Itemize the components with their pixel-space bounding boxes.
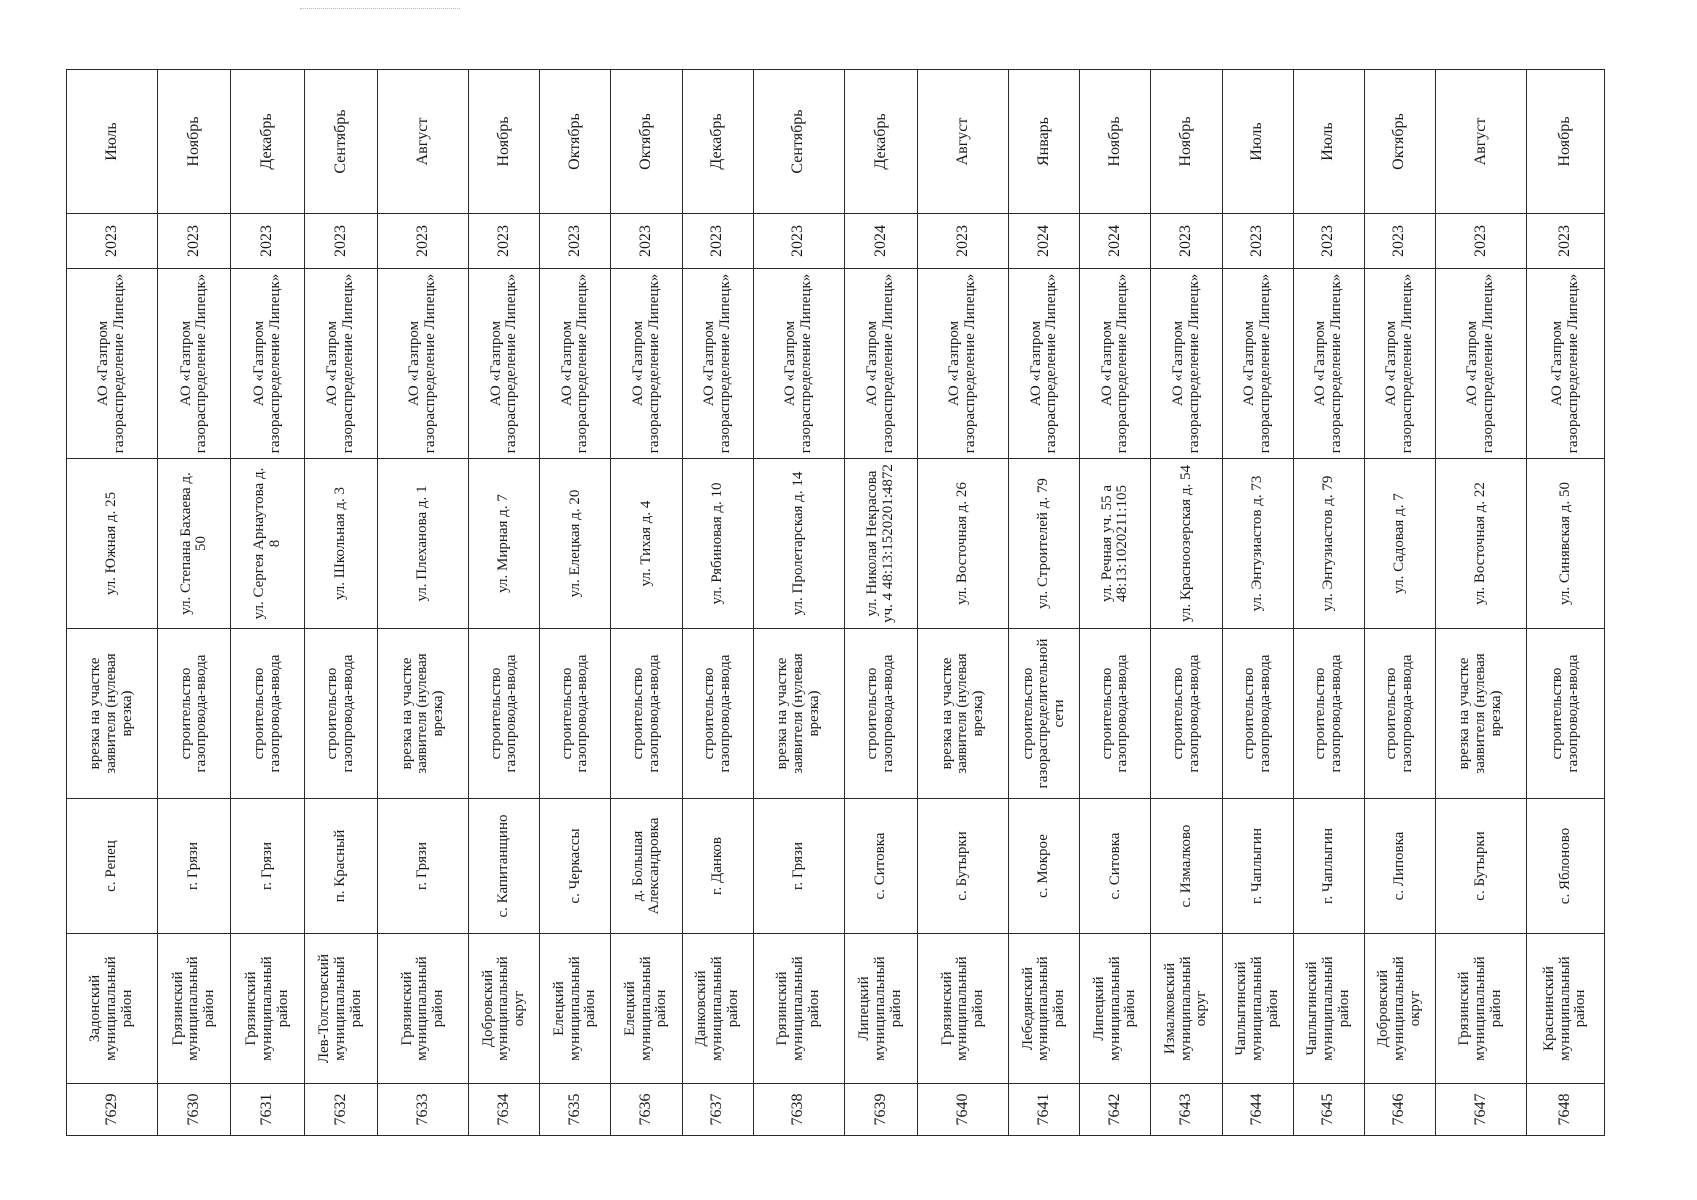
work-type-cell: строительство газопровода-ввода xyxy=(1527,629,1605,799)
month-cell: Июль xyxy=(1293,70,1364,214)
row-number-cell: 7637 xyxy=(682,1084,753,1136)
organization-cell: АО «Газпром газораспределение Липецк» xyxy=(753,269,844,459)
table-row xyxy=(1080,70,1151,1136)
table-row xyxy=(67,70,158,1136)
month-cell: Ноябрь xyxy=(469,70,540,214)
work-type-cell: строительство газопровода-ввода xyxy=(231,629,304,799)
district-cell: Елецкий муниципальный район xyxy=(540,934,611,1084)
locality-cell: с. Ситовка xyxy=(1080,799,1151,934)
address-cell: ул. Красноозерская д. 54 xyxy=(1151,459,1222,629)
work-type-cell: строительство газопровода-ввода xyxy=(844,629,917,799)
row-number-cell: 7639 xyxy=(844,1084,917,1136)
row-number-cell: 7645 xyxy=(1293,1084,1364,1136)
month-cell: Ноябрь xyxy=(1527,70,1605,214)
row-number-cell: 7633 xyxy=(378,1084,469,1136)
address-cell: ул. Садовая д. 7 xyxy=(1364,459,1435,629)
address-cell: ул. Плеханова д. 1 xyxy=(378,459,469,629)
table-row xyxy=(1435,70,1526,1136)
district-cell: Добровский муниципальный округ xyxy=(469,934,540,1084)
district-cell: Чаплыгинский муниципальный район xyxy=(1222,934,1293,1084)
row-number-cell: 7629 xyxy=(67,1084,158,1136)
month-cell: Август xyxy=(378,70,469,214)
work-type-cell: строительство газопровода-ввода xyxy=(540,629,611,799)
month-cell: Ноябрь xyxy=(1080,70,1151,214)
district-cell: Елецкий муниципальный район xyxy=(611,934,682,1084)
rotated-table-wrapper xyxy=(66,70,1605,1136)
table-row xyxy=(304,70,377,1136)
year-cell: 2023 xyxy=(378,214,469,269)
work-type-cell: врезка на участке заявителя (нулевая врезка) xyxy=(918,629,1009,799)
table-row xyxy=(540,70,611,1136)
row-number-cell: 7636 xyxy=(611,1084,682,1136)
work-type-cell: строительство газопровода-ввода xyxy=(1293,629,1364,799)
locality-cell: с. Ситовка xyxy=(844,799,917,934)
address-cell: ул. Школьная д. 3 xyxy=(304,459,377,629)
address-cell: ул. Степана Бахаева д. 50 xyxy=(158,459,231,629)
row-number-cell: 7640 xyxy=(918,1084,1009,1136)
address-cell: ул. Рябиновая д. 10 xyxy=(682,459,753,629)
year-cell: 2024 xyxy=(1009,214,1080,269)
row-number-cell: 7635 xyxy=(540,1084,611,1136)
year-cell: 2023 xyxy=(753,214,844,269)
row-number-cell: 7630 xyxy=(158,1084,231,1136)
row-number-cell: 7641 xyxy=(1009,1084,1080,1136)
work-type-cell: строительство газопровода-ввода xyxy=(1151,629,1222,799)
organization-cell: АО «Газпром газораспределение Липецк» xyxy=(1009,269,1080,459)
year-cell: 2023 xyxy=(67,214,158,269)
locality-cell: с. Мокрое xyxy=(1009,799,1080,934)
row-number-cell: 7647 xyxy=(1435,1084,1526,1136)
organization-cell: АО «Газпром газораспределение Липецк» xyxy=(67,269,158,459)
work-type-cell: врезка на участке заявителя (нулевая врезка) xyxy=(1435,629,1526,799)
district-cell: Липецкий муниципальный район xyxy=(844,934,917,1084)
month-cell: Декабрь xyxy=(231,70,304,214)
organization-cell: АО «Газпром газораспределение Липецк» xyxy=(231,269,304,459)
month-cell: Октябрь xyxy=(540,70,611,214)
row-number-cell: 7631 xyxy=(231,1084,304,1136)
locality-cell: г. Грязи xyxy=(158,799,231,934)
row-number-cell: 7642 xyxy=(1080,1084,1151,1136)
address-cell: ул. Сергея Арнаутова д. 8 xyxy=(231,459,304,629)
work-type-cell: строительство газопровода-ввода xyxy=(1080,629,1151,799)
work-type-cell: строительство газопровода-ввода xyxy=(469,629,540,799)
table-row xyxy=(1527,70,1605,1136)
district-cell: Добровский муниципальный округ xyxy=(1364,934,1435,1084)
work-type-cell: строительство газопровода-ввода xyxy=(611,629,682,799)
locality-cell: с. Черкассы xyxy=(540,799,611,934)
organization-cell: АО «Газпром газораспределение Липецк» xyxy=(1293,269,1364,459)
address-cell: ул. Тихая д. 4 xyxy=(611,459,682,629)
year-cell: 2023 xyxy=(1222,214,1293,269)
work-type-cell: строительство газораспределительной сети xyxy=(1009,629,1080,799)
address-cell: ул. Мирная д. 7 xyxy=(469,459,540,629)
address-cell: ул. Энтузиастов д. 73 xyxy=(1222,459,1293,629)
month-cell: Август xyxy=(1435,70,1526,214)
row-number-cell: 7634 xyxy=(469,1084,540,1136)
month-cell: Декабрь xyxy=(844,70,917,214)
organization-cell: АО «Газпром газораспределение Липецк» xyxy=(918,269,1009,459)
row-number-cell: 7648 xyxy=(1527,1084,1605,1136)
row-number-cell: 7632 xyxy=(304,1084,377,1136)
district-cell: Грязинский муниципальный район xyxy=(158,934,231,1084)
address-cell: ул. Восточная д. 26 xyxy=(918,459,1009,629)
locality-cell: с. Бутырки xyxy=(918,799,1009,934)
month-cell: Ноябрь xyxy=(158,70,231,214)
locality-cell: г. Чаплыгин xyxy=(1293,799,1364,934)
locality-cell: п. Красный xyxy=(304,799,377,934)
month-cell: Октябрь xyxy=(1364,70,1435,214)
year-cell: 2023 xyxy=(918,214,1009,269)
year-cell: 2023 xyxy=(1151,214,1222,269)
district-cell: Чаплыгинский муниципальный район xyxy=(1293,934,1364,1084)
district-cell: Грязинский муниципальный район xyxy=(1435,934,1526,1084)
month-cell: Июль xyxy=(1222,70,1293,214)
work-type-cell: врезка на участке заявителя (нулевая врезка) xyxy=(67,629,158,799)
organization-cell: АО «Газпром газораспределение Липецк» xyxy=(469,269,540,459)
year-cell: 2024 xyxy=(1080,214,1151,269)
year-cell: 2023 xyxy=(1364,214,1435,269)
locality-cell: г. Грязи xyxy=(231,799,304,934)
table-row xyxy=(1151,70,1222,1136)
work-type-cell: врезка на участке заявителя (нулевая врезка) xyxy=(378,629,469,799)
table-body xyxy=(67,70,1605,1136)
organization-cell: АО «Газпром газораспределение Липецк» xyxy=(1222,269,1293,459)
district-cell: Грязинский муниципальный район xyxy=(753,934,844,1084)
organization-cell: АО «Газпром газораспределение Липецк» xyxy=(1364,269,1435,459)
work-type-cell: строительство газопровода-ввода xyxy=(1364,629,1435,799)
table-row xyxy=(682,70,753,1136)
organization-cell: АО «Газпром газораспределение Липецк» xyxy=(844,269,917,459)
organization-cell: АО «Газпром газораспределение Липецк» xyxy=(378,269,469,459)
address-cell: ул. Николая Некрасова уч. 4 48:13:1520201:4872 xyxy=(844,459,917,629)
row-number-cell: 7638 xyxy=(753,1084,844,1136)
month-cell: Ноябрь xyxy=(1151,70,1222,214)
organization-cell: АО «Газпром газораспределение Липецк» xyxy=(1527,269,1605,459)
locality-cell: с. Липовка xyxy=(1364,799,1435,934)
table-row xyxy=(1222,70,1293,1136)
table-row xyxy=(158,70,231,1136)
locality-cell: д. Большая Александровка xyxy=(611,799,682,934)
organization-cell: АО «Газпром газораспределение Липецк» xyxy=(1151,269,1222,459)
year-cell: 2023 xyxy=(158,214,231,269)
scan-artifact xyxy=(300,8,460,11)
locality-cell: с. Капитанщино xyxy=(469,799,540,934)
year-cell: 2023 xyxy=(1435,214,1526,269)
locality-cell: с. Яблоново xyxy=(1527,799,1605,934)
table-row xyxy=(378,70,469,1136)
table-row xyxy=(844,70,917,1136)
work-type-cell: строительство газопровода-ввода xyxy=(304,629,377,799)
year-cell: 2023 xyxy=(682,214,753,269)
locality-cell: г. Грязи xyxy=(753,799,844,934)
locality-cell: г. Данков xyxy=(682,799,753,934)
row-number-cell: 7646 xyxy=(1364,1084,1435,1136)
month-cell: Январь xyxy=(1009,70,1080,214)
district-cell: Грязинский муниципальный район xyxy=(231,934,304,1084)
table-row xyxy=(1364,70,1435,1136)
district-cell: Лебедянский муниципальный район xyxy=(1009,934,1080,1084)
address-cell: ул. Энтузиастов д. 79 xyxy=(1293,459,1364,629)
table-row xyxy=(231,70,304,1136)
year-cell: 2023 xyxy=(1293,214,1364,269)
organization-cell: АО «Газпром газораспределение Липецк» xyxy=(540,269,611,459)
work-type-cell: врезка на участке заявителя (нулевая врезка) xyxy=(753,629,844,799)
work-type-cell: строительство газопровода-ввода xyxy=(1222,629,1293,799)
row-number-cell: 7644 xyxy=(1222,1084,1293,1136)
locality-cell: с. Репец xyxy=(67,799,158,934)
locality-cell: с. Измалково xyxy=(1151,799,1222,934)
gas-connection-table xyxy=(66,69,1605,1136)
district-cell: Грязинский муниципальный район xyxy=(378,934,469,1084)
locality-cell: г. Грязи xyxy=(378,799,469,934)
district-cell: Данковский муниципальный район xyxy=(682,934,753,1084)
year-cell: 2023 xyxy=(231,214,304,269)
organization-cell: АО «Газпром газораспределение Липецк» xyxy=(158,269,231,459)
address-cell: ул. Речная уч. 55 а 48:13:1020211:105 xyxy=(1080,459,1151,629)
locality-cell: г. Чаплыгин xyxy=(1222,799,1293,934)
address-cell: ул. Пролетарская д. 14 xyxy=(753,459,844,629)
month-cell: Сентябрь xyxy=(304,70,377,214)
organization-cell: АО «Газпром газораспределение Липецк» xyxy=(682,269,753,459)
organization-cell: АО «Газпром газораспределение Липецк» xyxy=(304,269,377,459)
address-cell: ул. Восточная д. 22 xyxy=(1435,459,1526,629)
organization-cell: АО «Газпром газораспределение Липецк» xyxy=(1435,269,1526,459)
year-cell: 2023 xyxy=(1527,214,1605,269)
organization-cell: АО «Газпром газораспределение Липецк» xyxy=(1080,269,1151,459)
month-cell: Сентябрь xyxy=(753,70,844,214)
month-cell: Декабрь xyxy=(682,70,753,214)
table-row xyxy=(1293,70,1364,1136)
district-cell: Грязинский муниципальный район xyxy=(918,934,1009,1084)
month-cell: Август xyxy=(918,70,1009,214)
table-row xyxy=(611,70,682,1136)
work-type-cell: строительство газопровода-ввода xyxy=(158,629,231,799)
row-number-cell: 7643 xyxy=(1151,1084,1222,1136)
year-cell: 2023 xyxy=(540,214,611,269)
year-cell: 2023 xyxy=(611,214,682,269)
month-cell: Октябрь xyxy=(611,70,682,214)
month-cell: Июль xyxy=(67,70,158,214)
table-row xyxy=(753,70,844,1136)
address-cell: ул. Елецкая д. 20 xyxy=(540,459,611,629)
district-cell: Задонский муниципальный район xyxy=(67,934,158,1084)
address-cell: ул. Синявская д. 50 xyxy=(1527,459,1605,629)
year-cell: 2023 xyxy=(304,214,377,269)
address-cell: ул. Южная д. 25 xyxy=(67,459,158,629)
table-row xyxy=(469,70,540,1136)
district-cell: Липецкий муниципальный район xyxy=(1080,934,1151,1084)
district-cell: Лев-Толстовский муниципальный район xyxy=(304,934,377,1084)
district-cell: Краснинский муниципальный район xyxy=(1527,934,1605,1084)
organization-cell: АО «Газпром газораспределение Липецк» xyxy=(611,269,682,459)
table-row xyxy=(1009,70,1080,1136)
year-cell: 2024 xyxy=(844,214,917,269)
work-type-cell: строительство газопровода-ввода xyxy=(682,629,753,799)
locality-cell: с. Бутырки xyxy=(1435,799,1526,934)
address-cell: ул. Строителей д. 79 xyxy=(1009,459,1080,629)
year-cell: 2023 xyxy=(469,214,540,269)
district-cell: Измалковский муниципальный округ xyxy=(1151,934,1222,1084)
table-row xyxy=(918,70,1009,1136)
